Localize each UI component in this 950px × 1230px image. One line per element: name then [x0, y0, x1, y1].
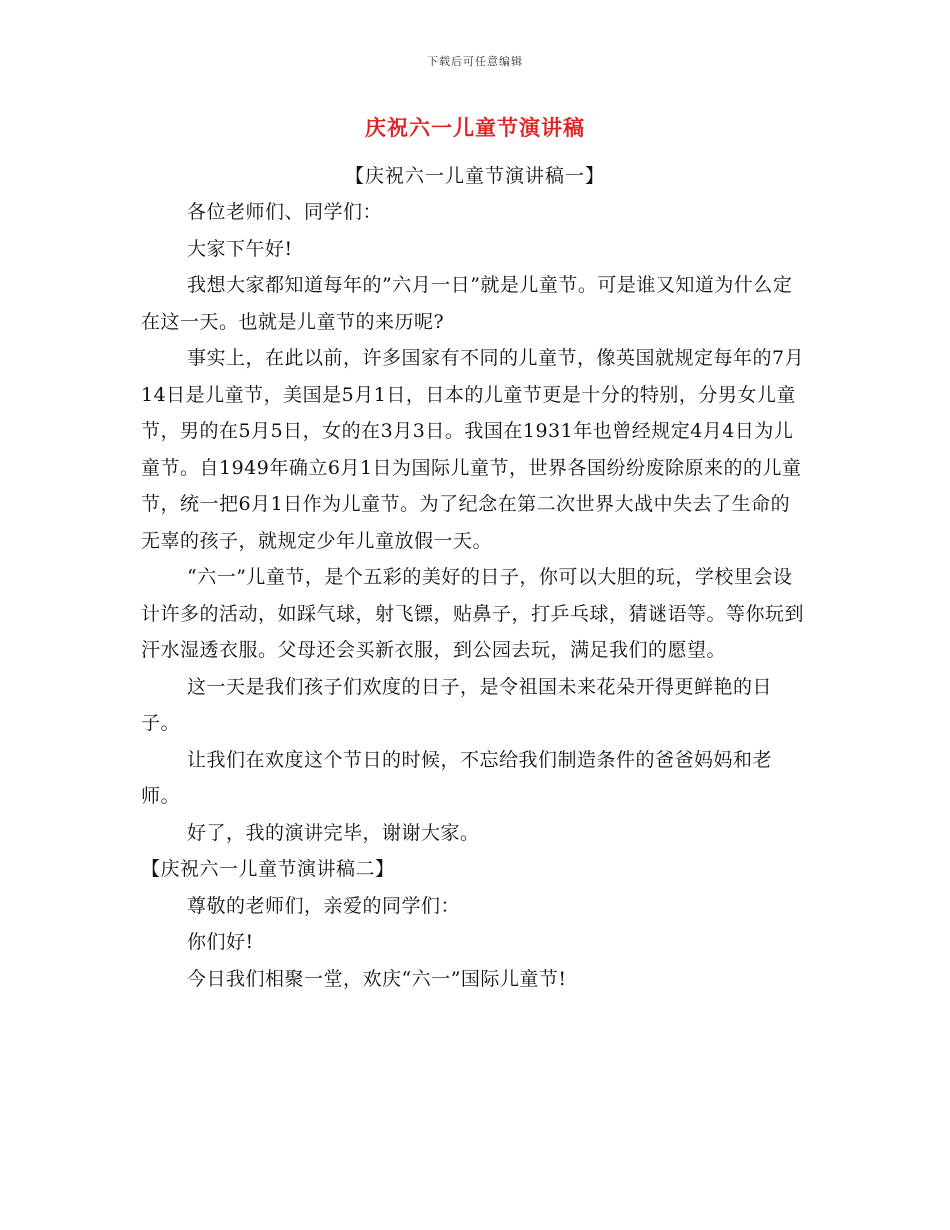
- paragraph: 好了，我的演讲完毕，谢谢大家。: [187, 821, 480, 844]
- paragraph: 各位老师们、同学们：: [187, 201, 383, 223]
- section-heading-1: 【庆祝六一儿童节演讲稿一】: [344, 165, 605, 187]
- paragraph: 这一天是我们孩子们欢度的日子，是令祖国未来花朵开得更鲜艳的日子。: [141, 675, 773, 734]
- paragraph: “六一”儿童节，是个五彩的美好的日子，你可以大胆的玩，学校里会设计许多的活动，如踩气球，射飞镖，贴鼻子，打乒乓球，猜谜语等。等你玩到汗水湿透衣服。父母还会买新衣服，到公园去玩，满足我们的愿望。: [141, 566, 805, 661]
- paragraph: 今日我们相聚一堂，欢庆“六一”国际儿童节!: [187, 967, 567, 990]
- paragraph: 让我们在欢度这个节日的时候，不忘给我们制造条件的爸爸妈妈和老师。: [141, 748, 773, 807]
- paragraph: 尊敬的老师们，亲爱的同学们：: [187, 894, 461, 917]
- header-note: 下载后可任意编辑: [427, 55, 523, 68]
- paragraph: 我想大家都知道每年的”六月一日”就是儿童节。可是谁又知道为什么定在这一天。也就是儿童节的来历呢?: [141, 274, 793, 333]
- document-title: 庆祝六一儿童节演讲稿: [365, 115, 585, 140]
- document-body: [141, 194, 809, 997]
- section-heading-2: 【庆祝六一儿童节演讲稿二】: [141, 858, 395, 880]
- paragraph: 大家下午好!: [187, 237, 293, 260]
- paragraph: 你们好!: [187, 931, 254, 953]
- paragraph: 事实上，在此以前，许多国家有不同的儿童节，像英国就规定每年的7月14日是儿童节，美国是5月1日，日本的儿童节更是十分的特别，分男女儿童节，男的在5月5日，女的在3月3日。我国在1931年也曾经规定4月4日为儿童节。自1949年确立6月1日为国际儿童节，世界各国纷纷废除原来的的儿童节，统一把6月1日作为儿童节。为了纪念在第二次世界大战中失去了生命的无辜的孩子，就规定少年儿童放假一天。: [141, 347, 805, 552]
